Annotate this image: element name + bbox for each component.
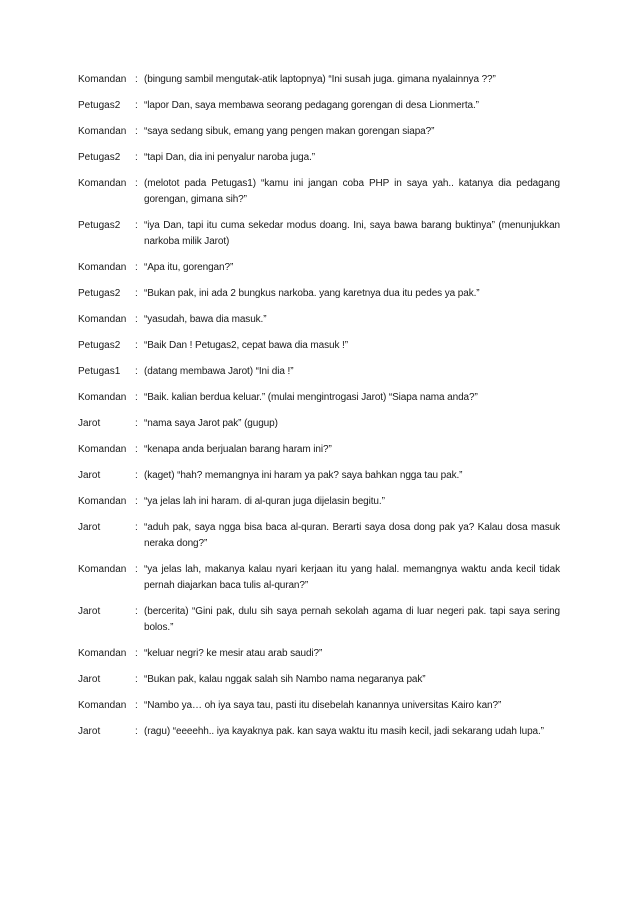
speaker-name: Jarot (78, 726, 101, 737)
dialogue-text: “Nambo ya… oh iya saya tau, pasti itu disebelah kanannya universitas Kairo kan?” (144, 700, 502, 711)
dialogue-line (78, 286, 560, 302)
speaker-name: Komandan (78, 126, 127, 137)
dialogue-line (78, 672, 560, 688)
dialogue-text: (bingung sambil mengutak-atik laptopnya) “Ini susah juga. gimana nyalainnya ??” (144, 74, 496, 85)
separator: : (135, 444, 138, 455)
dialogue-script (78, 72, 560, 750)
dialogue-line (78, 390, 560, 406)
dialogue-text: “Baik. kalian berdua keluar.” (mulai mengintrogasi Jarot) “Siapa nama anda?” (144, 392, 478, 403)
speaker-name: Komandan (78, 178, 127, 189)
separator: : (135, 152, 138, 163)
speaker-name: Jarot (78, 418, 101, 429)
speaker-name: Komandan (78, 392, 127, 403)
speaker-name: Jarot (78, 470, 101, 481)
separator: : (135, 74, 138, 85)
separator: : (135, 648, 138, 659)
dialogue-text: “Bukan pak, kalau nggak salah sih Nambo nama negaranya pak” (144, 674, 426, 685)
dialogue-text: “yasudah, bawa dia masuk.” (144, 314, 267, 325)
separator: : (135, 314, 138, 325)
speaker-name: Komandan (78, 262, 127, 273)
dialogue-line (78, 416, 560, 432)
speaker-name: Komandan (78, 74, 127, 85)
separator: : (135, 522, 138, 533)
speaker-name: Petugas2 (78, 220, 121, 231)
speaker-name: Petugas2 (78, 152, 121, 163)
dialogue-text: “Bukan pak, ini ada 2 bungkus narkoba. yang karetnya dua itu pedes ya pak.” (144, 288, 480, 299)
separator: : (135, 392, 138, 403)
separator: : (135, 606, 138, 617)
dialogue-line (78, 604, 560, 636)
separator: : (135, 262, 138, 273)
speaker-name: Komandan (78, 564, 127, 575)
dialogue-line (78, 562, 560, 594)
dialogue-line (78, 698, 560, 714)
speaker-name: Jarot (78, 674, 101, 685)
dialogue-text: “Apa itu, gorengan?” (144, 262, 234, 273)
speaker-name: Petugas1 (78, 366, 121, 377)
dialogue-line (78, 520, 560, 552)
speaker-name: Petugas2 (78, 288, 121, 299)
separator: : (135, 100, 138, 111)
separator: : (135, 126, 138, 137)
separator: : (135, 178, 138, 189)
dialogue-text: “ya jelas lah, makanya kalau nyari kerjaan itu yang halal. memangnya waktu anda kecil tidak pernah diajarkan baca tulis al-quran?” (144, 564, 560, 591)
dialogue-text: (melotot pada Petugas1) “kamu ini jangan coba PHP in saya yah.. katanya dia pedagang gorengan, gimana sih?” (144, 178, 560, 205)
separator: : (135, 674, 138, 685)
separator: : (135, 220, 138, 231)
dialogue-line (78, 646, 560, 662)
speaker-name: Jarot (78, 606, 101, 617)
speaker-name: Komandan (78, 314, 127, 325)
separator: : (135, 288, 138, 299)
dialogue-text: “keluar negri? ke mesir atau arab saudi?” (144, 648, 323, 659)
dialogue-line (78, 468, 560, 484)
dialogue-text: “ya jelas lah ini haram. di al-quran juga dijelasin begitu.” (144, 496, 385, 507)
dialogue-line (78, 260, 560, 276)
dialogue-line (78, 218, 560, 250)
dialogue-text: “iya Dan, tapi itu cuma sekedar modus doang. Ini, saya bawa barang buktinya” (menunjukkan narkoba milik Jarot) (144, 220, 560, 247)
dialogue-text: “Baik Dan ! Petugas2, cepat bawa dia masuk !” (144, 340, 348, 351)
separator: : (135, 564, 138, 575)
dialogue-line (78, 176, 560, 208)
dialogue-line (78, 312, 560, 328)
dialogue-line (78, 72, 560, 88)
speaker-name: Komandan (78, 700, 127, 711)
dialogue-text: “aduh pak, saya ngga bisa baca al-quran. Berarti saya dosa dong pak ya? Kalau dosa masuk neraka dong?” (144, 522, 560, 549)
speaker-name: Komandan (78, 444, 127, 455)
separator: : (135, 726, 138, 737)
dialogue-text: (bercerita) “Gini pak, dulu sih saya pernah sekolah agama di luar negeri pak. tapi saya sering bolos.” (144, 606, 560, 633)
speaker-name: Komandan (78, 648, 127, 659)
separator: : (135, 496, 138, 507)
dialogue-text: (datang membawa Jarot) “Ini dia !” (144, 366, 294, 377)
dialogue-text: “kenapa anda berjualan barang haram ini?” (144, 444, 332, 455)
dialogue-text: “saya sedang sibuk, emang yang pengen makan gorengan siapa?” (144, 126, 435, 137)
separator: : (135, 470, 138, 481)
separator: : (135, 418, 138, 429)
dialogue-text: (ragu) “eeeehh.. iya kayaknya pak. kan saya waktu itu masih kecil, jadi sekarang udah lupa.” (144, 726, 544, 737)
dialogue-text: “lapor Dan, saya membawa seorang pedagang gorengan di desa Lionmerta.” (144, 100, 479, 111)
speaker-name: Komandan (78, 496, 127, 507)
dialogue-line (78, 494, 560, 510)
dialogue-line (78, 364, 560, 380)
separator: : (135, 340, 138, 351)
speaker-name: Petugas2 (78, 340, 121, 351)
dialogue-line (78, 338, 560, 354)
speaker-name: Jarot (78, 522, 101, 533)
dialogue-line (78, 124, 560, 140)
dialogue-text: “tapi Dan, dia ini penyalur naroba juga.” (144, 152, 316, 163)
dialogue-line (78, 150, 560, 166)
dialogue-text: (kaget) “hah? memangnya ini haram ya pak? saya bahkan ngga tau pak.” (144, 470, 463, 481)
speaker-name: Petugas2 (78, 100, 121, 111)
dialogue-line (78, 442, 560, 458)
separator: : (135, 366, 138, 377)
dialogue-line (78, 98, 560, 114)
dialogue-line (78, 724, 560, 740)
separator: : (135, 700, 138, 711)
dialogue-text: “nama saya Jarot pak” (gugup) (144, 418, 278, 429)
